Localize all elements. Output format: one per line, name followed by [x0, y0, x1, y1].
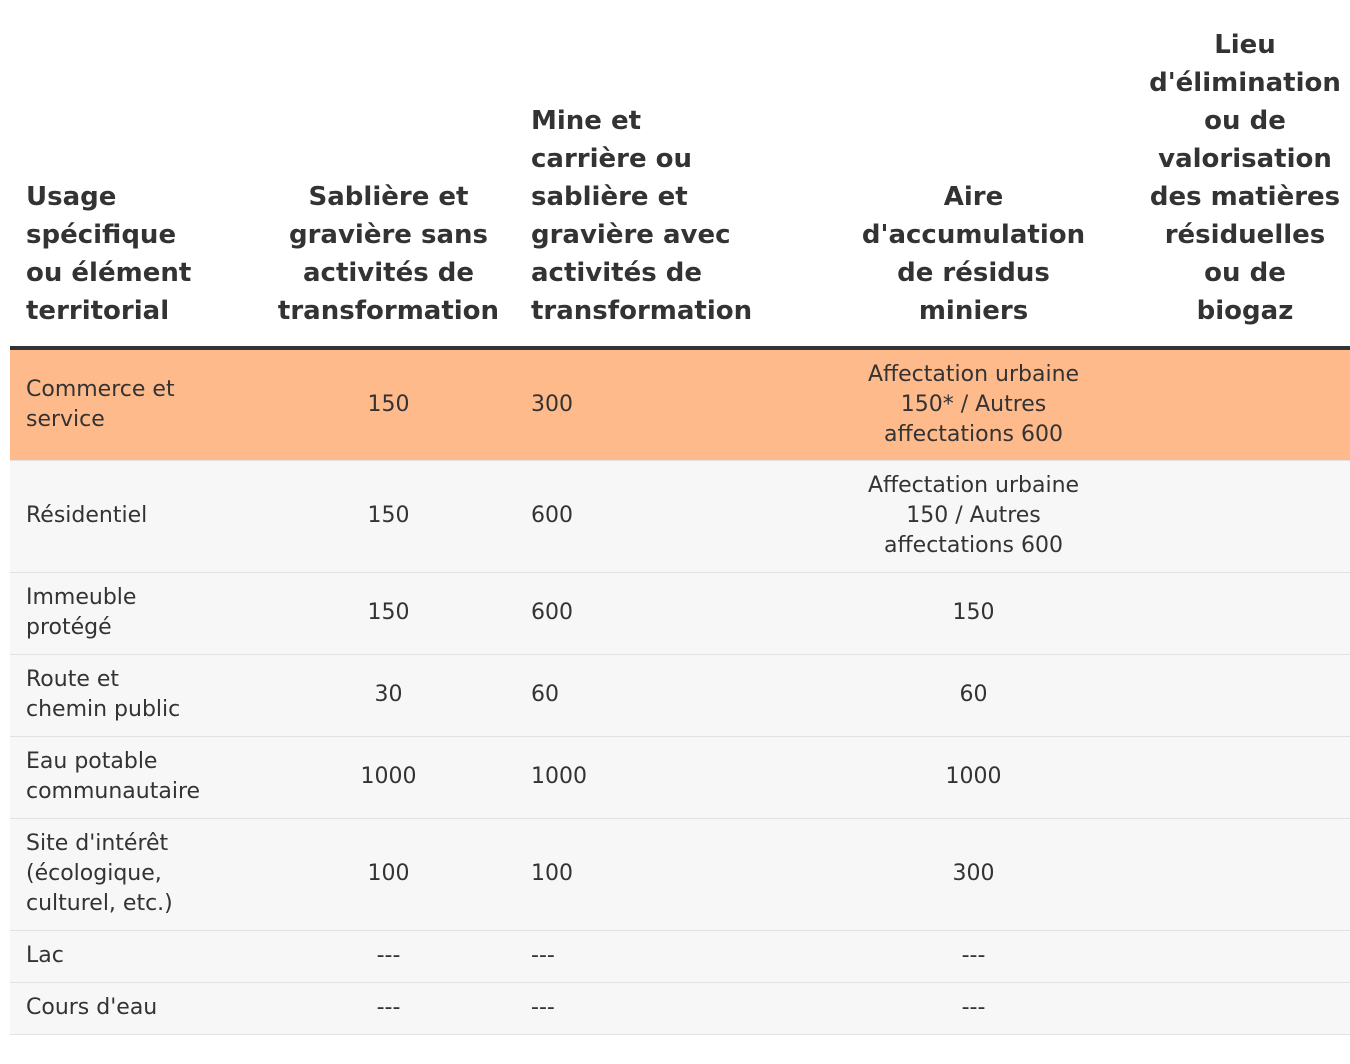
table-row [10, 348, 1350, 460]
value-cell-col-1: 1000 [260, 736, 517, 818]
value-cell-col-3: 300 [807, 818, 1140, 930]
value-cell-col-4 [1140, 982, 1350, 1034]
value-cell-col-2: --- [517, 982, 807, 1034]
value-cell-col-1: 30 [260, 654, 517, 736]
distance-table-container [10, 0, 1341, 1064]
column-header-lieu-elimination: Lieu d'élimination ou de valorisation des matières résiduelles ou de biogaz [1140, 0, 1350, 348]
table-row [10, 982, 1350, 1034]
value-cell-col-4 [1140, 572, 1350, 654]
value-cell-col-1: 100 [260, 818, 517, 930]
value-cell-col-3: 1000 [807, 736, 1140, 818]
value-cell-col-3: Affectation urbaine 150 / Autres affectations 600 [807, 460, 1140, 572]
table-body [10, 348, 1350, 1034]
value-cell-col-1: --- [260, 982, 517, 1034]
row-label-cell: Route et chemin public [10, 654, 260, 736]
value-cell-col-2: 1000 [517, 736, 807, 818]
value-cell-col-3: --- [807, 930, 1140, 982]
value-cell-col-2: 300 [517, 348, 807, 460]
value-cell-col-2: --- [517, 930, 807, 982]
value-cell-col-2: 100 [517, 818, 807, 930]
row-label-cell: Lac [10, 930, 260, 982]
value-cell-col-2: 600 [517, 572, 807, 654]
column-header-usage: Usage spécifique ou élément territorial [10, 0, 260, 348]
value-cell-col-2: 600 [517, 460, 807, 572]
value-cell-col-1: 150 [260, 348, 517, 460]
row-label-cell: Cours d'eau [10, 982, 260, 1034]
table-row [10, 460, 1350, 572]
table-row [10, 654, 1350, 736]
value-cell-col-2: 60 [517, 654, 807, 736]
value-cell-col-4 [1140, 736, 1350, 818]
table-row [10, 736, 1350, 818]
value-cell-col-3: 60 [807, 654, 1140, 736]
value-cell-col-1: 150 [260, 460, 517, 572]
row-label-cell: Site d'intérêt (écologique, culturel, etc.) [10, 818, 260, 930]
column-header-sabliere-sans-transformation: Sablière et gravière sans activités de transformation [260, 0, 517, 348]
value-cell-col-4 [1140, 930, 1350, 982]
value-cell-col-4 [1140, 818, 1350, 930]
value-cell-col-1: --- [260, 930, 517, 982]
row-label-cell: Eau potable communautaire [10, 736, 260, 818]
distance-table [10, 0, 1350, 1035]
value-cell-col-1: 150 [260, 572, 517, 654]
value-cell-col-3: 150 [807, 572, 1140, 654]
table-header-row [10, 0, 1350, 348]
value-cell-col-3: --- [807, 982, 1140, 1034]
value-cell-col-4 [1140, 654, 1350, 736]
row-label-cell: Commerce et service [10, 348, 260, 460]
table-row [10, 572, 1350, 654]
value-cell-col-4 [1140, 460, 1350, 572]
row-label-cell: Résidentiel [10, 460, 260, 572]
column-header-mine-carriere: Mine et carrière ou sablière et gravière avec activités de transformation [517, 0, 807, 348]
column-header-aire-residus-miniers: Aire d'accumulation de résidus miniers [807, 0, 1140, 348]
table-row [10, 818, 1350, 930]
value-cell-col-4 [1140, 348, 1350, 460]
table-row [10, 930, 1350, 982]
row-label-cell: Immeuble protégé [10, 572, 260, 654]
value-cell-col-3: Affectation urbaine 150* / Autres affectations 600 [807, 348, 1140, 460]
